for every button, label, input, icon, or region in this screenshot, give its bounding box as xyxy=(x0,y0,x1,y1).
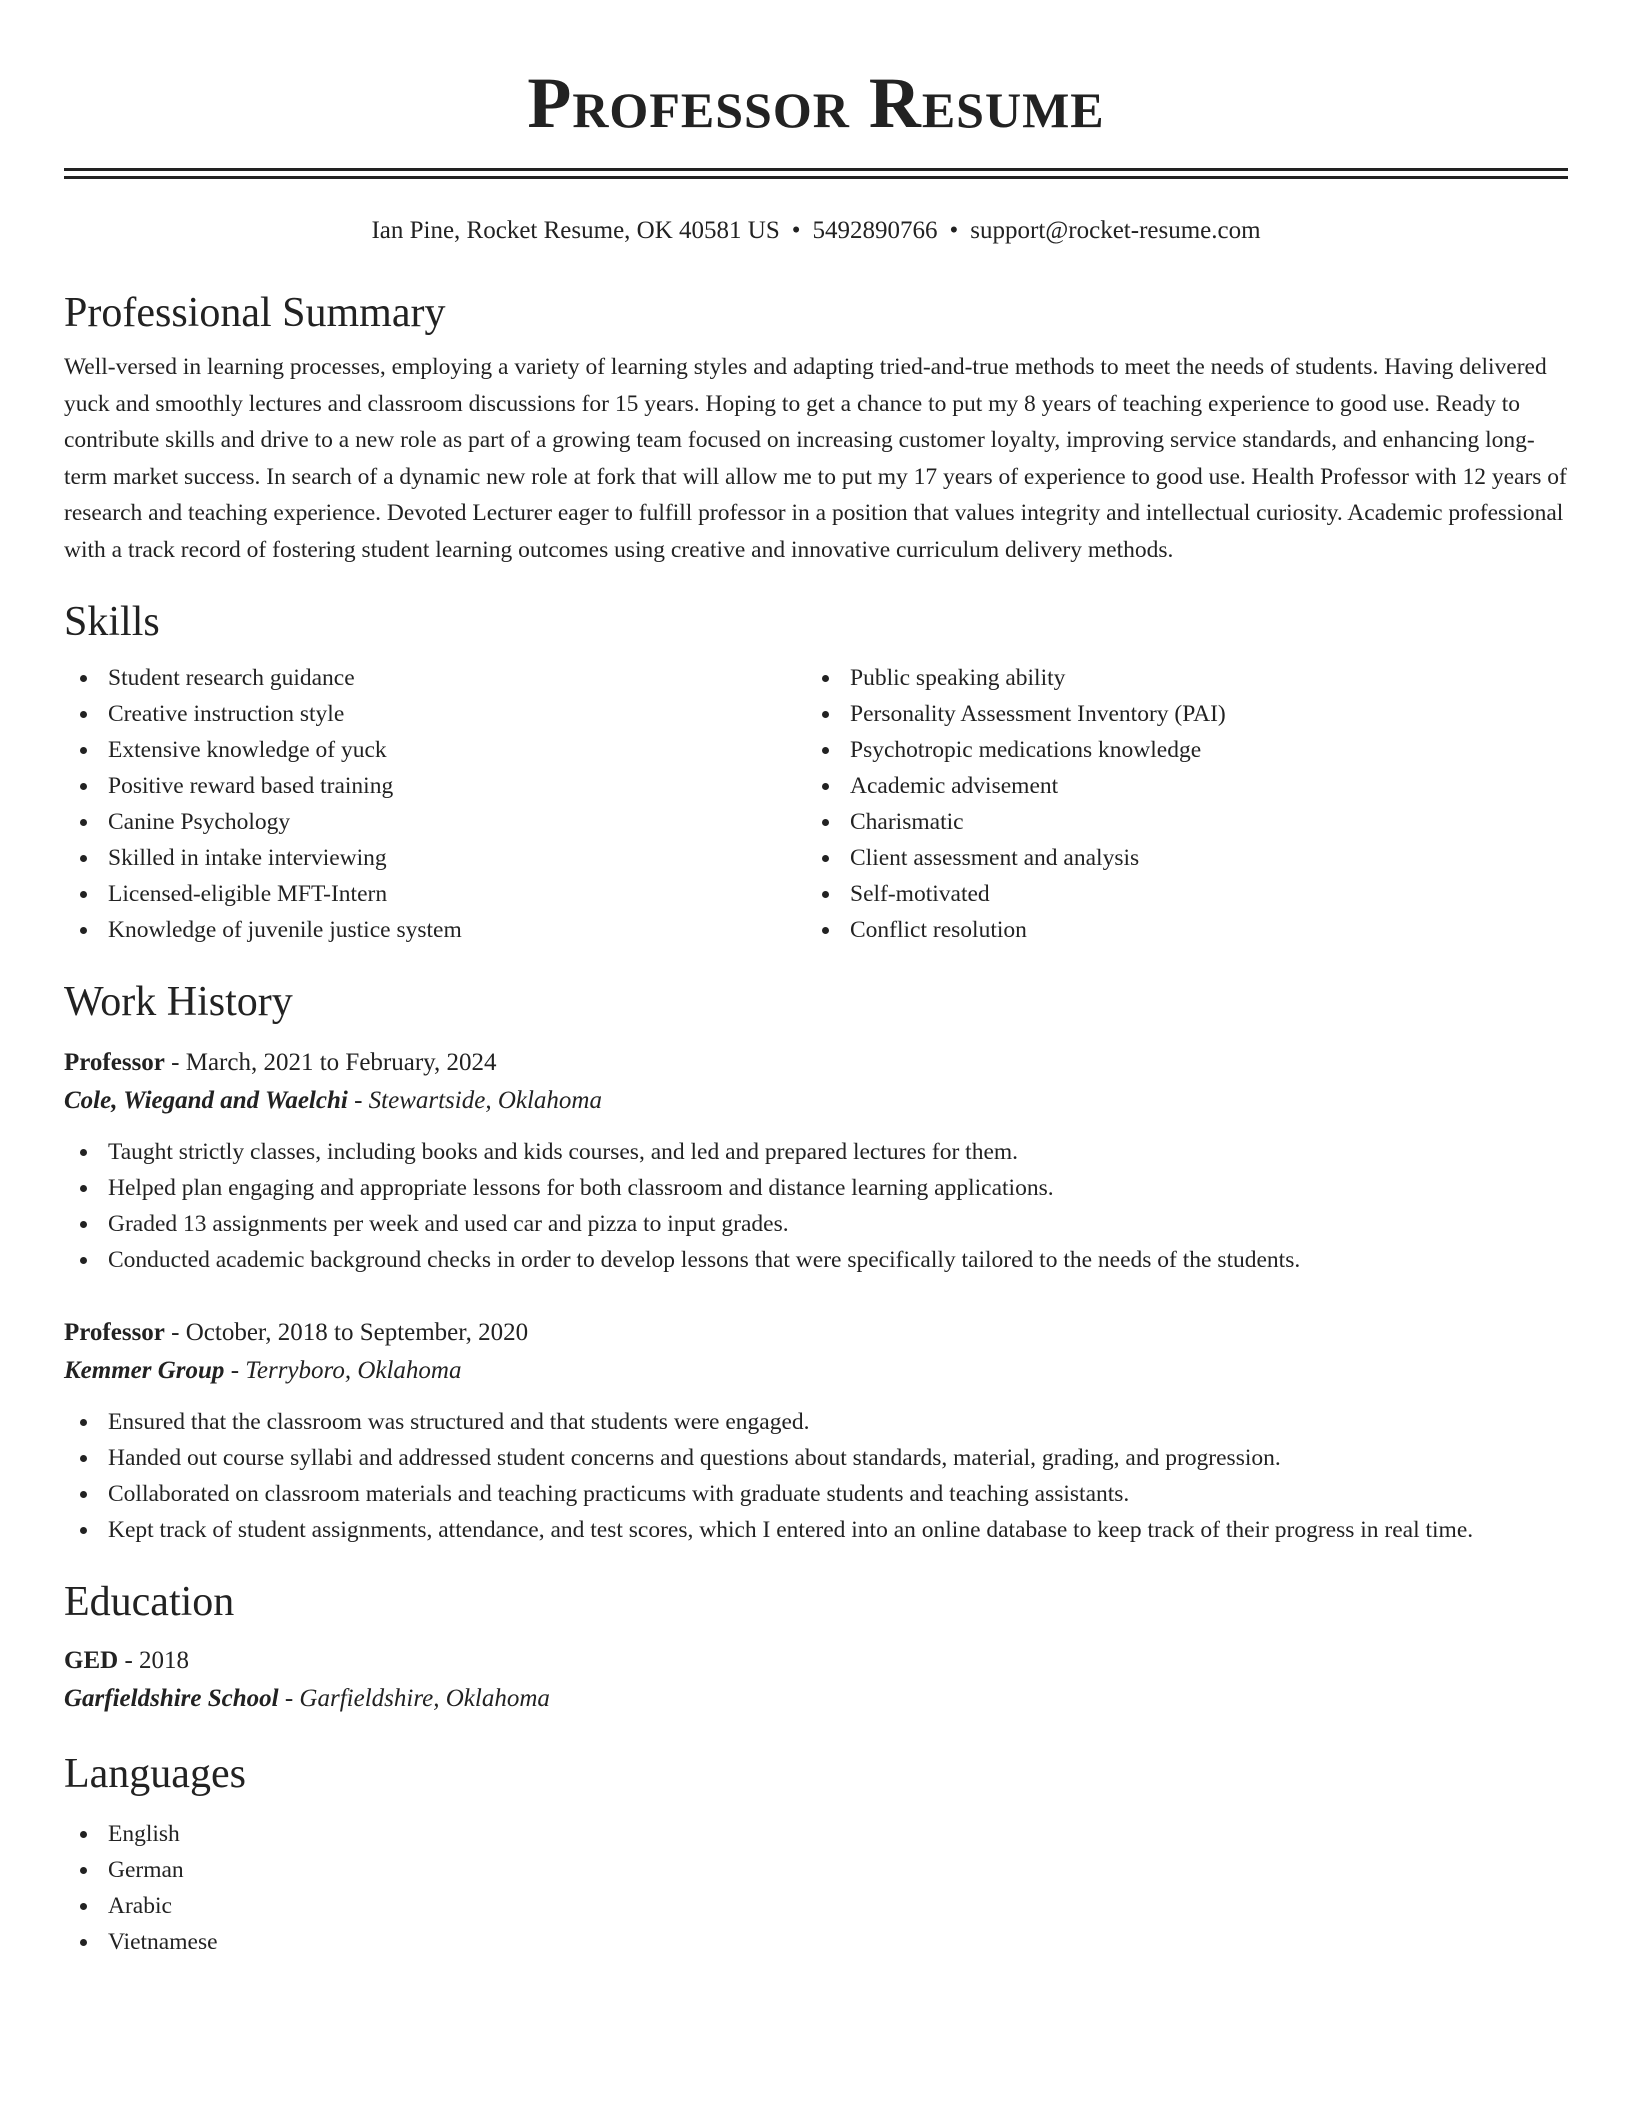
degree: GED xyxy=(64,1647,119,1674)
skills-list-left xyxy=(64,660,806,948)
job-duties-list xyxy=(64,1134,1568,1278)
job-dates: - October, 2018 to September, 2020 xyxy=(164,1319,529,1346)
skill-item: Conflict resolution xyxy=(806,912,1548,948)
language-item: German xyxy=(64,1852,1568,1888)
bullet-icon xyxy=(80,747,87,754)
bullet-icon xyxy=(822,747,829,754)
skill-item: Extensive knowledge of yuck xyxy=(64,732,806,768)
school-line xyxy=(64,1680,1568,1718)
bullet-icon xyxy=(822,855,829,862)
job-duty: Kept track of student assignments, attendance, and test scores, which I entered into an online database to keep track of their progress in real time. xyxy=(64,1512,1568,1548)
bullet-icon xyxy=(80,927,87,934)
bullet-icon xyxy=(80,1185,87,1192)
job-company-line xyxy=(64,1352,1568,1390)
bullet-icon xyxy=(822,675,829,682)
job-entry xyxy=(64,1044,1568,1278)
skill-item: Positive reward based training xyxy=(64,768,806,804)
bullet-icon xyxy=(80,711,87,718)
bullet-icon xyxy=(80,1903,87,1910)
job-company-line xyxy=(64,1082,1568,1120)
bullet-icon xyxy=(80,819,87,826)
skill-item: Personality Assessment Inventory (PAI) xyxy=(806,696,1548,732)
job-duty: Graded 13 assignments per week and used car and pizza to input grades. xyxy=(64,1206,1568,1242)
bullet-icon xyxy=(80,1221,87,1228)
skill-item: Student research guidance xyxy=(64,660,806,696)
languages-list xyxy=(64,1816,1568,1960)
job-title: Professor xyxy=(64,1049,165,1076)
bullet-icon xyxy=(80,1257,87,1264)
job-duty: Conducted academic background checks in order to develop lessons that were specifically tailored to the needs of the students. xyxy=(64,1242,1568,1278)
bullet-icon xyxy=(80,1831,87,1838)
job-company: Kemmer Group xyxy=(64,1357,225,1384)
contact-email: support@rocket-resume.com xyxy=(970,217,1261,244)
bullet-icon xyxy=(80,1149,87,1156)
language-item: Vietnamese xyxy=(64,1924,1568,1960)
degree-year: - 2018 xyxy=(118,1647,190,1674)
language-item: English xyxy=(64,1816,1568,1852)
bullet-icon xyxy=(822,711,829,718)
bullet-icon xyxy=(822,783,829,790)
skills-grid xyxy=(64,660,1568,948)
skill-item: Licensed-eligible MFT-Intern xyxy=(64,876,806,912)
job-duty: Ensured that the classroom was structured and that students were engaged. xyxy=(64,1404,1568,1440)
work-history-section xyxy=(64,976,1568,1548)
languages-heading: Languages xyxy=(64,1751,246,1797)
skill-item: Charismatic xyxy=(806,804,1548,840)
job-duty: Collaborated on classroom materials and teaching practicums with graduate students and teaching assistants. xyxy=(64,1476,1568,1512)
job-location: - Stewartside, Oklahoma xyxy=(347,1087,602,1114)
contact-address: Ian Pine, Rocket Resume, OK 40581 US xyxy=(371,217,780,244)
job-title-line xyxy=(64,1044,1568,1082)
skill-item: Skilled in intake interviewing xyxy=(64,840,806,876)
skill-item: Public speaking ability xyxy=(806,660,1548,696)
skills-heading: Skills xyxy=(64,599,160,645)
job-title-line xyxy=(64,1314,1568,1352)
contact-phone: 5492890766 xyxy=(812,217,938,244)
job-dates: - March, 2021 to February, 2024 xyxy=(164,1049,497,1076)
languages-section xyxy=(64,1748,1568,1960)
bullet-icon xyxy=(80,855,87,862)
bullet-icon xyxy=(822,891,829,898)
summary-heading: Professional Summary xyxy=(64,290,446,336)
bullet-icon xyxy=(80,1939,87,1946)
bullet-icon xyxy=(80,891,87,898)
school-location: - Garfieldshire, Oklahoma xyxy=(278,1685,550,1712)
education-heading: Education xyxy=(64,1579,235,1625)
skills-column-left xyxy=(64,660,806,948)
skills-section xyxy=(64,596,1568,948)
job-title: Professor xyxy=(64,1319,165,1346)
job-duty: Taught strictly classes, including books and kids courses, and led and prepared lectures for them. xyxy=(64,1134,1568,1170)
degree-line xyxy=(64,1642,1568,1680)
bullet-icon xyxy=(80,1527,87,1534)
work-history-heading: Work History xyxy=(64,979,293,1025)
education-entry xyxy=(64,1642,1568,1718)
job-duty: Handed out course syllabi and addressed student concerns and questions about standards, material, grading, and progression. xyxy=(64,1440,1568,1476)
bullet-icon xyxy=(822,927,829,934)
bullet-icon xyxy=(80,675,87,682)
bullet-icon xyxy=(80,1491,87,1498)
bullet-icon xyxy=(80,1419,87,1426)
contact-separator: • xyxy=(791,217,801,244)
summary-text: Well-versed in learning processes, employing a variety of learning styles and adapting tried-and-true methods to meet the needs of students. Having delivered yuck and smoothly lectures and classroom discussions for 15 years. Hoping to get a chance to put my 8 years of teaching experience to good use. Ready to contribute skills and drive to a new role as part of a growing team focused on increasing customer loyalty, improving service standards, and enhancing long-term market success. In search of a dynamic new role at fork that will allow me to put my 17 years of experience to good use. Health Professor with 12 years of research and teaching experience. Devoted Lecturer eager to fulfill professor in a position that values integrity and intellectual curiosity. Academic professional with a track record of fostering student learning outcomes using creative and innovative curriculum delivery methods. xyxy=(64,354,1567,563)
skills-list-right xyxy=(806,660,1548,948)
education-section xyxy=(64,1576,1568,1718)
skill-item: Academic advisement xyxy=(806,768,1548,804)
skill-item: Self-motivated xyxy=(806,876,1548,912)
summary-section xyxy=(64,287,1568,568)
bullet-icon xyxy=(822,819,829,826)
job-company: Cole, Wiegand and Waelchi xyxy=(64,1087,348,1114)
skills-column-right xyxy=(806,660,1548,948)
bullet-icon xyxy=(80,783,87,790)
language-item: Arabic xyxy=(64,1888,1568,1924)
job-duties-list xyxy=(64,1404,1568,1548)
skill-item: Knowledge of juvenile justice system xyxy=(64,912,806,948)
page-title: Professor Resume xyxy=(527,63,1105,143)
skill-item: Canine Psychology xyxy=(64,804,806,840)
contact-separator: • xyxy=(949,217,959,244)
skill-item: Psychotropic medications knowledge xyxy=(806,732,1548,768)
job-location: - Terryboro, Oklahoma xyxy=(224,1357,462,1384)
job-duty: Helped plan engaging and appropriate lessons for both classroom and distance learning applications. xyxy=(64,1170,1568,1206)
school-name: Garfieldshire School xyxy=(64,1685,279,1712)
bullet-icon xyxy=(80,1867,87,1874)
job-entry xyxy=(64,1314,1568,1548)
bullet-icon xyxy=(80,1455,87,1462)
title-double-rule xyxy=(64,168,1568,179)
skill-item: Client assessment and analysis xyxy=(806,840,1548,876)
contact-line xyxy=(64,213,1568,249)
skill-item: Creative instruction style xyxy=(64,696,806,732)
